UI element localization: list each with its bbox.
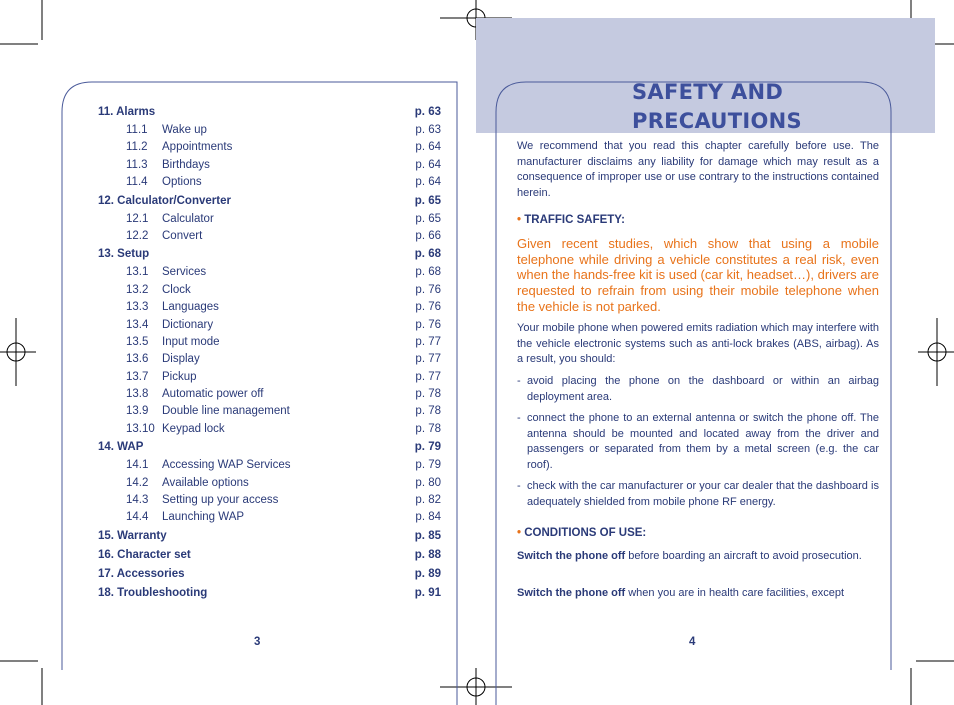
list-item <box>517 479 879 510</box>
toc-chapter-page: p. 68 <box>414 248 441 261</box>
toc-entry-name: Input mode <box>162 335 220 348</box>
toc-entry-number: 13.9 <box>126 405 149 418</box>
condition-1-text: before boarding an aircraft to avoid prosecution. <box>625 550 862 562</box>
toc-entry-number: 13.7 <box>126 370 149 383</box>
toc-chapter-title: 17. Accessories <box>98 567 185 580</box>
list-item-text: check with the car manufacturer or your car dealer that the dashboard is adequately shielded from mobile phone RF energy. <box>527 480 879 508</box>
condition-paragraph-2 <box>517 586 879 602</box>
toc-entry-name: Appointments <box>162 141 233 154</box>
page-number-right: 4 <box>689 636 696 648</box>
toc-chapter-title: 12. Calculator/Converter <box>98 194 231 207</box>
toc-chapter-page: p. 79 <box>414 441 441 454</box>
toc-entry <box>98 157 441 174</box>
toc-entry-name: Dictionary <box>162 318 214 331</box>
toc-entry-name: Keypad lock <box>162 422 225 435</box>
toc-entry-number: 13.8 <box>126 388 149 401</box>
bullet-dot: • <box>517 527 522 539</box>
toc-entry-name: Launching WAP <box>162 511 245 524</box>
toc-entry-number: 11.1 <box>126 124 148 136</box>
toc-entry-name: Calculator <box>162 212 214 225</box>
page-number-left: 3 <box>254 636 261 648</box>
toc-entry-page: p. 64 <box>415 176 441 189</box>
toc-entry-page: p. 78 <box>415 422 441 435</box>
toc-chapter-title: 18. Troubleshooting <box>98 586 208 599</box>
list-item-text: connect the phone to an external antenna or switch the phone off. The antenna should be mounted and located away from the driver and passengers or separated from them by a metal screen (e.g. the car roof). <box>527 412 879 471</box>
toc-entry-page: p. 63 <box>415 124 441 136</box>
toc-entry-page: p. 68 <box>415 266 441 279</box>
toc-entry-name: Setting up your access <box>162 494 279 507</box>
conditions-label: CONDITIONS OF USE: <box>524 527 647 539</box>
toc-entry-number: 13.2 <box>126 283 149 296</box>
list-dash: - <box>517 480 521 492</box>
toc-entry-number: 14.1 <box>126 459 149 472</box>
toc-entry-name: Automatic power off <box>162 388 264 401</box>
toc-entry-page: p. 76 <box>415 301 441 314</box>
bullet-dot: • <box>517 214 522 226</box>
toc-chapter-page: p. 91 <box>414 586 441 599</box>
toc-entry-page: p. 79 <box>415 459 441 472</box>
toc-chapter-title: 11. Alarms <box>98 106 156 118</box>
toc-entry-number: 13.4 <box>126 318 149 331</box>
toc-entry <box>98 509 441 526</box>
toc-entry <box>98 299 441 316</box>
toc-entry-number: 14.2 <box>126 476 149 489</box>
toc-entry <box>98 317 441 334</box>
toc-entry-page: p. 78 <box>415 388 441 401</box>
toc-entry-number: 11.2 <box>126 141 148 154</box>
toc-entry <box>98 264 441 281</box>
toc-entry-number: 13.10 <box>126 422 155 435</box>
toc-entry-page: p. 78 <box>415 405 441 418</box>
toc-entry-page: p. 66 <box>415 229 441 242</box>
toc-chapter-title: 15. Warranty <box>98 529 167 542</box>
list-item-text: avoid placing the phone on the dashboard or within an airbag deployment area. <box>527 375 879 403</box>
toc-entry <box>98 386 441 403</box>
toc-chapter <box>98 192 441 211</box>
toc-entry-page: p. 84 <box>415 511 441 524</box>
toc-chapter <box>98 103 441 122</box>
toc-chapter <box>98 546 441 565</box>
toc-entry <box>98 211 441 228</box>
page-title <box>632 78 872 136</box>
toc-entry-name: Double line management <box>162 405 290 418</box>
toc-entry-name: Languages <box>162 301 219 314</box>
toc-entry-page: p. 77 <box>415 335 441 348</box>
title-line-2: PRECAUTIONS <box>632 109 802 133</box>
traffic-body: Your mobile phone when powered emits radiation which may interfere with the vehicle electronic systems such as anti-lock brakes (ABS, airbag). As a result, you should: <box>517 322 879 365</box>
toc-entry-page: p. 77 <box>415 370 441 383</box>
toc-entry-name: Wake up <box>162 124 207 136</box>
traffic-safety-heading <box>517 214 625 226</box>
condition-paragraph-1 <box>517 549 879 565</box>
toc-entry-name: Birthdays <box>162 158 210 171</box>
toc-entry <box>98 174 441 191</box>
toc-entry-number: 13.6 <box>126 353 149 366</box>
toc-entry-name: Clock <box>162 283 191 296</box>
toc-entry-page: p. 64 <box>415 158 441 171</box>
traffic-warning: Given recent studies, which show that using a mobile telephone while driving a vehicle constitutes a real risk, even when the hands-free kit is used (car kit, headset…), drivers are requested to refrain from using their mobile telephone when the vehicle is not parked. <box>517 236 879 314</box>
list-item <box>517 374 879 405</box>
toc-entry-page: p. 82 <box>415 494 441 507</box>
toc-entry-number: 11.3 <box>126 158 148 171</box>
toc-chapter-page: p. 88 <box>414 548 441 561</box>
list-dash: - <box>517 375 521 387</box>
list-item <box>517 411 879 473</box>
toc-entry <box>98 475 441 492</box>
toc-entry-number: 14.4 <box>126 511 149 524</box>
toc-entry <box>98 139 441 156</box>
condition-2-bold: Switch the phone off <box>517 587 626 599</box>
table-of-contents <box>98 103 441 603</box>
toc-entry <box>98 492 441 509</box>
toc-chapter <box>98 584 441 603</box>
toc-entry-number: 13.5 <box>126 335 149 348</box>
toc-chapter-title: 13. Setup <box>98 248 150 261</box>
toc-entry-page: p. 76 <box>415 318 441 331</box>
toc-entry-number: 12.2 <box>126 229 149 242</box>
title-line-1: SAFETY AND <box>632 80 784 104</box>
intro-paragraph: We recommend that you read this chapter carefully before use. The manufacturer disclaims any liability for damage which may result as a consequence of improper use or use contrary to the instructions contained herein. <box>517 140 879 199</box>
toc-entry <box>98 421 441 438</box>
toc-chapter <box>98 438 441 457</box>
condition-2-text: when you are in health care facilities, except <box>625 587 845 599</box>
toc-chapter-page: p. 85 <box>414 529 441 542</box>
toc-entry-page: p. 77 <box>415 353 441 366</box>
toc-entry <box>98 228 441 245</box>
toc-entry-number: 13.3 <box>126 301 149 314</box>
toc-entry <box>98 369 441 386</box>
toc-entry <box>98 457 441 474</box>
toc-entry-page: p. 76 <box>415 283 441 296</box>
toc-entry <box>98 282 441 299</box>
toc-chapter <box>98 245 441 264</box>
toc-chapter-page: p. 63 <box>414 106 441 118</box>
toc-entry-name: Accessing WAP Services <box>162 459 291 472</box>
toc-entry <box>98 334 441 351</box>
toc-entry-name: Options <box>162 176 202 189</box>
toc-entry-page: p. 64 <box>415 141 441 154</box>
conditions-heading <box>517 527 646 539</box>
toc-entry-name: Available options <box>162 476 249 489</box>
list-dash: - <box>517 412 521 424</box>
toc-entry <box>98 403 441 420</box>
toc-chapter-page: p. 65 <box>414 194 441 207</box>
toc-entry-page: p. 65 <box>415 212 441 225</box>
toc-entry-number: 12.1 <box>126 212 149 225</box>
toc-chapter-title: 16. Character set <box>98 548 191 561</box>
condition-1-bold: Switch the phone off <box>517 550 626 562</box>
toc-chapter-page: p. 89 <box>414 567 441 580</box>
toc-entry-page: p. 80 <box>415 476 441 489</box>
toc-entry-name: Services <box>162 266 207 279</box>
toc-entry-name: Display <box>162 353 200 366</box>
toc-chapter <box>98 565 441 584</box>
toc-entry-name: Pickup <box>162 370 197 383</box>
toc-entry-number: 11.4 <box>126 176 148 189</box>
toc-entry-name: Convert <box>162 229 203 242</box>
toc-chapter-title: 14. WAP <box>98 441 144 454</box>
toc-entry <box>98 351 441 368</box>
toc-entry-number: 14.3 <box>126 494 149 507</box>
toc-chapter <box>98 527 441 546</box>
toc-entry <box>98 122 441 139</box>
traffic-safety-label: TRAFFIC SAFETY: <box>524 214 625 226</box>
toc-entry-number: 13.1 <box>126 266 149 279</box>
